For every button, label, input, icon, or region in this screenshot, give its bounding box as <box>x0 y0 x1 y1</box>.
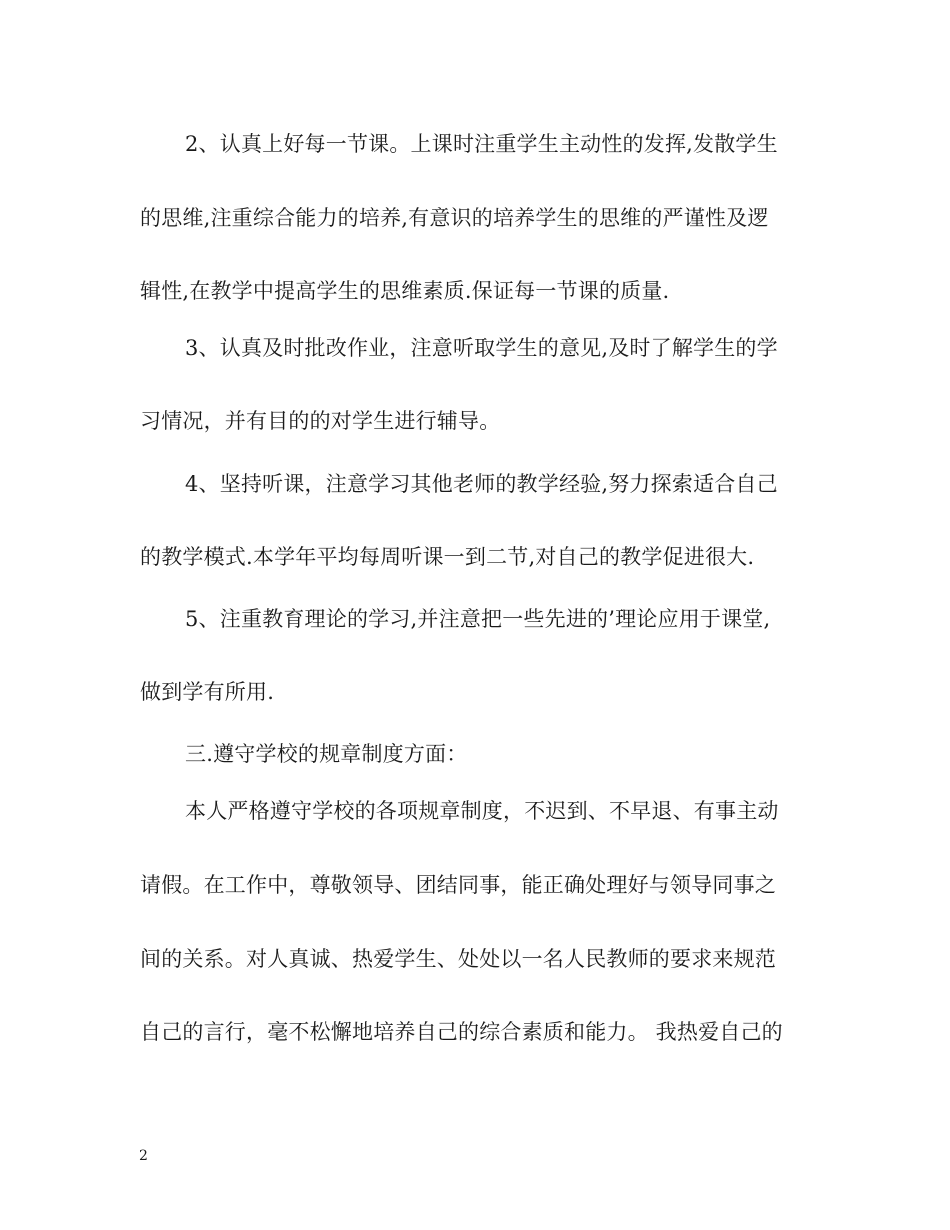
text-line: 辑性,在教学中提高学生的思维素质.保证每一节课的质量. <box>140 279 670 303</box>
page-number: 2 <box>139 1148 148 1164</box>
text-line: 的教学模式.本学年平均每周听课一到二节,对自己的教学促进很大. <box>140 545 755 569</box>
text-line: 4、坚持听课，注意学习其他老师的教学经验,努力探索适合自己 <box>185 472 778 496</box>
text-line: 本人严格遵守学校的各项规章制度，不迟到、不早退、有事主动 <box>185 799 779 823</box>
text-line: 2、认真上好每一节课。上课时注重学生主动性的发挥,发散学生 <box>185 132 778 156</box>
text-line: 3、认真及时批改作业，注意听取学生的意见,及时了解学生的学 <box>185 336 778 360</box>
text-line: 5、注重教育理论的学习,并注意把一些先进的’理论应用于课堂, <box>185 607 771 631</box>
section-heading: 三.遵守学校的规章制度方面： <box>185 742 468 766</box>
text-line: 间的关系。对人真诚、热爱学生、处处以一名人民教师的要求来规范 <box>140 947 776 971</box>
text-line: 习情况，并有目的的对学生进行辅导。 <box>140 409 501 433</box>
text-line: 做到学有所用. <box>140 680 275 704</box>
text-line: 的思维,注重综合能力的培养,有意识的培养学生的思维的严谨性及逻 <box>140 206 769 230</box>
text-line: 请假。在工作中，尊敬领导、团结同事，能正确处理好与领导同事之 <box>140 873 776 897</box>
text-line: 自己的言行，毫不松懈地培养自己的综合素质和能力。 我热爱自己的 <box>140 1020 783 1044</box>
